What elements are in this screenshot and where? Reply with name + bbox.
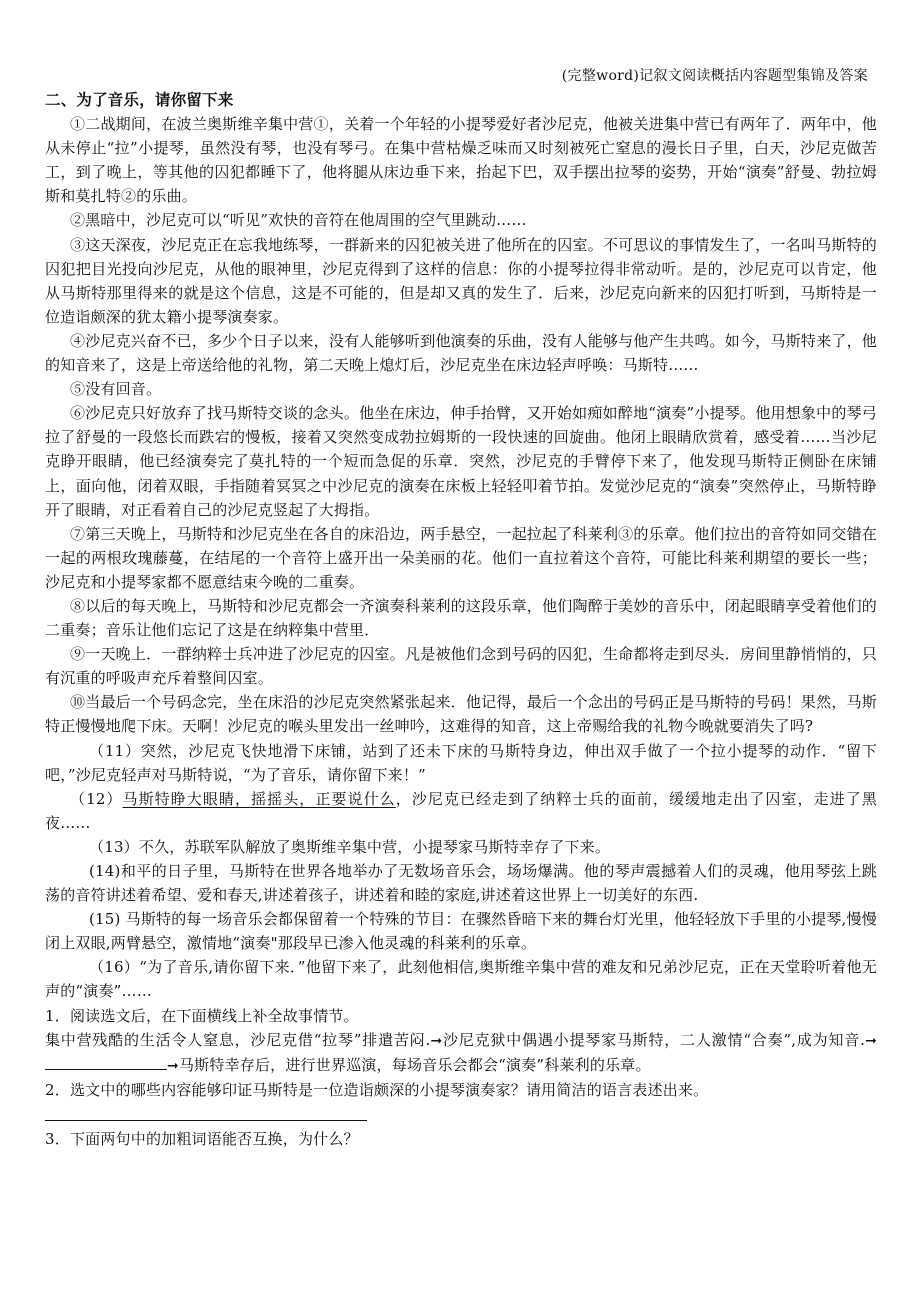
paragraph-4: ④沙尼克兴奋不已，多少个日子以来，没有人能够听到他演奏的乐曲，没有人能够与他产生共鸣。如今，马斯特来了，他的知音来了，这是上帝送给他的礼物，第二天晚上熄灯后，沙尼克坐在床边轻声呼唤：马斯特…… xyxy=(45,331,877,375)
paragraph-12-number: （12） xyxy=(70,789,123,808)
paragraph-9: ⑨一天晚上．一群纳粹士兵冲进了沙尼克的囚室。凡是被他们念到号码的囚犯，生命都将走到尽头．房间里静悄悄的，只有沉重的呼吸声充斥着整间囚室。 xyxy=(45,645,877,688)
arrow-right-icon: ➞ xyxy=(865,1032,877,1049)
arrow-right-icon: ➞ xyxy=(167,1057,179,1074)
question-3: 3．下面两句中的加粗词语能否互换，为什么？ xyxy=(45,1129,359,1148)
paragraph-10: ⑩当最后一个号码念完，坐在床沿的沙尼克突然紧张起来．他记得，最后一个念出的号码正是马斯特的号码！果然，马斯特正慢慢地爬下床。天啊！沙尼克的喉头里发出一丝呻吟，这难得的知音，这上帝赐给我的礼物今晚就要消失了吗? xyxy=(45,693,877,736)
paragraph-3: ③这天深夜，沙尼克正在忘我地练琴，一群新来的囚犯被关进了他所在的囚室。不可思议的事情发生了，一名叫马斯特的囚犯把目光投向沙尼克，从他的眼神里，沙尼克得到了这样的信息：你的小提琴拉得非常动听。是的，沙尼克可以肯定，他从马斯特那里得来的就是这个信息，这是不可能的，但是却又真的发生了．后来，沙尼克向新来的囚犯打听到，马斯特是一位造诣颇深的犹太籍小提琴演奏家。 xyxy=(45,235,877,326)
question-2: 2．选文中的哪些内容能够印证马斯特是一位造诣颇深的小提琴演奏家？请用简洁的语言表述出来。 xyxy=(45,1080,709,1099)
paragraph-12-rest: ，沙尼克已经走到了纳粹士兵的面前，缓缓地走出了囚室，走进了黑夜…… xyxy=(45,789,878,832)
paragraph-13: （13）不久，苏联军队解放了奥斯维辛集中营，小提琴家马斯特幸存了下来。 xyxy=(89,837,611,856)
paragraph-2: ②黑暗中，沙尼克可以“听见”欢快的音符在他周围的空气里跳动…… xyxy=(70,211,527,230)
paragraph-1: ①二战期间，在波兰奥斯维辛集中营①，关着一个年轻的小提琴爱好者沙尼克，他被关进集中营已有两年了．两年中，他从未停止“拉”小提琴，虽然没有琴，也没有琴弓。在集中营枯燥乏味而又时刻被死亡窒息的漫长日子里，白天，沙尼克做苦工，到了晚上，等其他的囚犯都睡下了，他将腿从床边垂下来，抬起下巴，双手摆出拉琴的姿势，开始“演奏”舒曼、勃拉姆斯和莫扎特②的乐曲。 xyxy=(45,115,877,206)
plot-part-a: 集中营残酷的生活令人窒息，沙尼克借“拉琴”排遣苦闷. xyxy=(45,1030,431,1049)
paragraph-14: (14)和平的日子里，马斯特在世界各地举办了无数场音乐会，场场爆满。他的琴声震撼着人们的灵魂，他用琴弦上跳荡的音符讲述着希望、爱和春天,讲述着孩子，讲述着和睦的家庭,讲述着这世界上一切美好的东西. xyxy=(45,862,877,905)
plot-part-b: 沙尼克狱中偶遇小提琴家马斯特，二人激情“合奏”,成为知音. xyxy=(442,1030,866,1049)
plot-part-c: 马斯特幸存后，进行世界巡演，每场音乐会都会“演奏”科莱利的乐章。 xyxy=(178,1055,651,1074)
paragraph-8: ⑧以后的每天晚上，马斯特和沙尼克都会一齐演奏科莱利的这段乐章，他们陶醉于美妙的音乐中，闭起眼睛享受着他们的二重奏；音乐让他们忘记了这是在纳粹集中营里． xyxy=(45,596,877,640)
paragraph-15: (15) 马斯特的每一场音乐会都保留着一个特殊的节目：在骤然昏暗下来的舞台灯光里，他轻轻放下手里的小提琴,慢慢闭上双眼,两臂悬空，激情地“演奏"那段早已渗入他灵魂的科莱利的乐章。 xyxy=(45,910,877,953)
arrow-right-icon: ➞ xyxy=(430,1032,443,1049)
paragraph-5: ⑤没有回音。 xyxy=(70,380,162,399)
answer-blank[interactable] xyxy=(45,1054,167,1070)
underlined-sentence: 马斯特睁大眼睛，摇摇头，正要说什么 xyxy=(122,789,396,808)
question-1: 1．阅读选文后，在下面横线上补全故事情节。 xyxy=(45,1006,359,1025)
paragraph-7: ⑦第三天晚上，马斯特和沙尼克坐在各自的床沿边，两手悬空，一起拉起了科莱利③的乐章。他们拉出的音符如同交错在一起的两根玫瑰藤蔓，在结尾的一个音符上盛开出一朵美丽的花。他们一直拉着这个音符，可能比科莱利期望的要长一些；沙尼克和小提琴家都不愿意结束今晚的二重奏。 xyxy=(45,524,877,591)
question-1-plot xyxy=(45,1028,877,1078)
paragraph-6: ⑥沙尼克只好放弃了找马斯特交谈的念头。他坐在床边，伸手抬臂，又开始如痴如醉地“演奏”小提琴。他用想象中的琴弓拉了舒曼的一段悠长而跌宕的慢板，接着又突然变成勃拉姆斯的一段快速的回旋曲。他闭上眼睛欣赏着，感受着……当沙尼克睁开眼睛，他已经演奏完了莫扎特的一个短而急促的乐章．突然，沙尼克的手臂停下来了，他发现马斯特正侧卧在床铺上，面向他，闭着双眼，手指随着冥冥之中沙尼克的演奏在床板上轻轻叩着节拍。发觉沙尼克的“演奏”突然停止，马斯特睁开了眼睛，对正看着自己的沙尼克竖起了大拇指。 xyxy=(45,404,877,519)
paragraph-11: （11）突然，沙尼克飞快地滑下床铺，站到了还未下床的马斯特身边，伸出双手做了一个拉小提琴的动作．“留下吧，”沙尼克轻声对马斯特说，“为了音乐，请你留下来！” xyxy=(45,741,877,784)
paragraph-16: （16）“为了音乐,请你留下来．”他留下来了，此刻他相信,奥斯维辛集中营的难友和兄弟沙尼克，正在天堂聆听着他无声的“演奏”…… xyxy=(45,958,877,1001)
article-content xyxy=(45,88,877,1151)
section-title: 二、为了音乐，请你留下来 xyxy=(45,90,234,109)
header-note: (完整word)记叙文阅读概括内容题型集锦及答案 xyxy=(561,68,868,84)
answer-line[interactable] xyxy=(45,1102,367,1121)
paragraph-12 xyxy=(45,787,877,835)
